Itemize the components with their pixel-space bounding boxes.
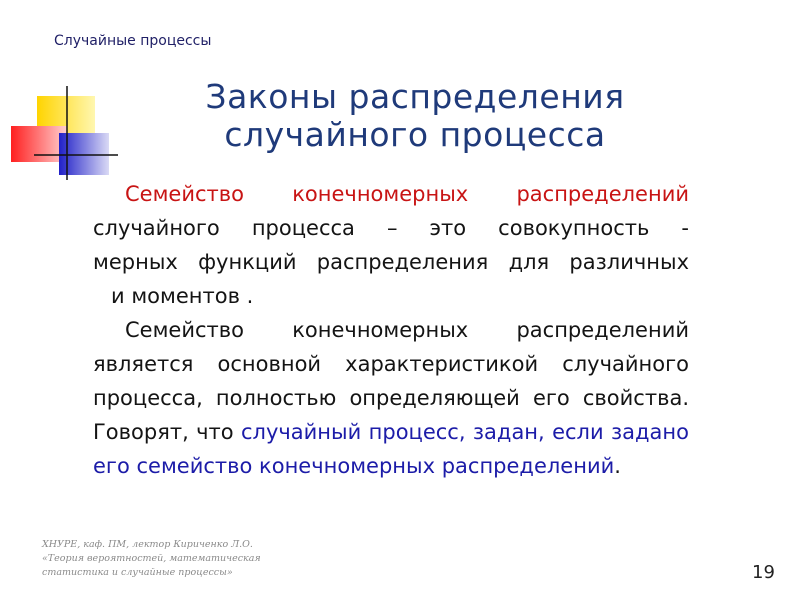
paragraph-1 (93, 177, 689, 313)
decorative-squares (0, 0, 120, 190)
footer-line-2: «Теория вероятностей, математическая (42, 553, 261, 564)
slide-title (150, 78, 680, 154)
para1-line1 (93, 177, 689, 211)
footer-line-3: статистика и случайные процессы» (42, 567, 233, 578)
page-number: 19 (752, 562, 775, 583)
para1-line3: мерных функций распределения для различных (93, 250, 689, 274)
title-line-1: Законы распределения (205, 77, 625, 116)
red-highlight-text: Семейство конечномерных распределений (125, 182, 689, 206)
blue-highlight-text: случайный процесс, задан, если задано его семейство конечномерных распределений (93, 420, 689, 478)
para1-line4: и моментов . (111, 284, 254, 308)
footer-credits (42, 538, 302, 580)
para1-line2: случайного процесса – это совокупность - (93, 216, 689, 240)
para2-text: Семейство конечномерных распределений является основной характеристикой случайного процесса, полностью определяющей его свойства. Говорят, что (93, 318, 689, 444)
slide-body (93, 177, 689, 483)
paragraph-2 (93, 313, 689, 483)
title-line-2: случайного процесса (224, 115, 606, 154)
para2-end: . (614, 454, 621, 478)
section-label: Случайные процессы (54, 33, 212, 49)
red-square (11, 126, 67, 162)
footer-line-1: ХНУРЕ, каф. ПМ, лектор Кириченко Л.О. (42, 539, 253, 550)
